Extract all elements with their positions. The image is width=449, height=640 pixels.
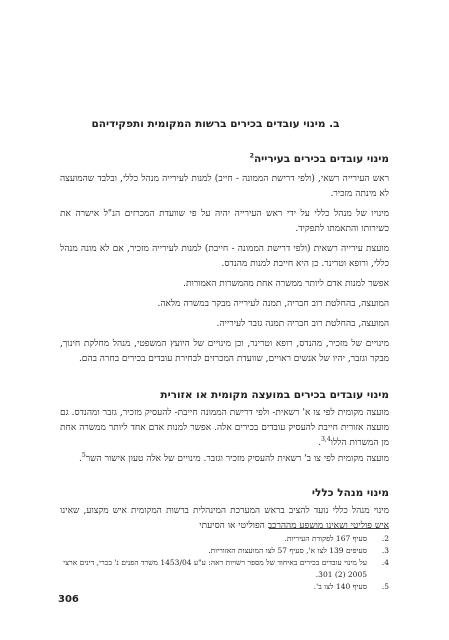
footnote-number: 2. <box>381 534 389 543</box>
footnote <box>60 581 389 593</box>
footnote-ref: 2 <box>249 152 254 160</box>
footnote-text: על מינוי עובדים בכירים באיחוד של מספר רשויות ראה: ע"ע 1453/04 משרד הפנים נ' בכרי, דינים ארצי 2005 (2) 301. <box>63 558 367 579</box>
paragraph: מינוי מנהל כללי נועד להציב בראש המערכת המינהלית ברשות המקומית איש מקצוע, שאינו איש פוליטי ושאינו מושפע מההרכב הפוליטי או הסיעתי <box>60 506 389 531</box>
paragraph: מינויו של מנהל כללי על ידי ראש העירייה יהיה על פי שוועדת המכרזים הנ"ל אישרה את כשירותו והתאמתו לתפקיד. <box>60 209 389 234</box>
paragraph: ראש העירייה רשאי, (ולפי דרישת הממונה - חייב) למנות לעירייה מנהל כללי, ובלבד שהמועצה לא מינתה מזכיר. <box>60 174 389 199</box>
paragraph: המועצה, בהחלטת רוב חבריה תמנה גזבר לעירייה. <box>216 319 389 329</box>
paragraph-text: מועצה מקומית לפי צו א' רשאית- ולפי דרישת הממונה חייבת- להעסיק מזכיר, גזבר ומהנדס. גם מועצה אזורית חייבת להעסיק עובדים בכירים אלה. אפשר למנות אדם אחד ליותר ממשרה אחת מן המשרות הללו <box>60 408 389 448</box>
paragraph: מינויים של מזכיר, מהנדס, רופא וטרינר, וכן מינויים של היועץ המשפטי, מנהל מחלקת חינוך, מבקר וגזבר, יהיו של אנשים ראויים, שוועדת המכרזים לבחירת עובדים בכירים בחרה בהם. <box>60 339 389 364</box>
footnote-text: סעיף 167 לפקודת העיריות. <box>284 534 367 543</box>
paragraph-text: מועצה מקומית לפי צו ב' רשאית להעסיק מזכיר וגזבר. מינויים של אלה טעון אישור השר <box>85 454 389 464</box>
heading-general-manager: מינוי מנהל כללי <box>311 487 389 499</box>
footnote <box>60 557 389 581</box>
heading-local-regional-council: מינוי עובדים בכירים במועצה מקומית או אזורית <box>160 389 389 401</box>
footnote-text: סעיף 140 לצו ב'. <box>313 582 367 591</box>
paragraph: מועצה מקומית לפי צו ב' רשאית להעסיק מזכיר וגזבר. מינויים של אלה טעון אישור השר$^5$. <box>79 452 389 464</box>
footnote <box>60 545 389 557</box>
paragraph: המועצה, בהחלטת רוב חבריה, תמנה לעירייה מבקר במשרה מלאה. <box>157 299 389 309</box>
footnote-ref: 5 <box>81 452 86 459</box>
page-number: 306 <box>58 594 79 605</box>
footnote-ref: 3,4 <box>321 436 331 443</box>
footnote-number: 5. <box>381 582 389 591</box>
heading-text: מינוי עובדים בכירים בעירייה <box>253 153 389 165</box>
paragraph: אפשר למנות אדם ליותר ממשרה אחת מהמשרות האמורות. <box>183 279 389 289</box>
section-title: ב. מינוי עובדים בכירים ברשות המקומית ותפקידיהם <box>91 118 340 130</box>
paragraph: מועצת עירייה רשאית (ולפי דרישת הממונה - חייבת) למנות לעירייה מזכיר, אם לא מונה מנהל כללי, ורופא וטרינר. כן היא חייבת למנות מהנדס. <box>60 244 389 269</box>
footnote-number: 3. <box>381 546 389 555</box>
footnote-text: סעיפים 139 לצו א', סעיף 57 לצו המועצות האזוריות. <box>208 546 367 555</box>
heading-senior-employees-municipality <box>60 152 389 166</box>
footnote <box>60 533 389 545</box>
footnote-number: 4. <box>381 558 389 567</box>
footnotes <box>60 533 389 593</box>
paragraph: מועצה מקומית לפי צו א' רשאית- ולפי דרישת הממונה חייבת- להעסיק מזכיר, גזבר ומהנדס. גם מועצה אזורית חייבת להעסיק עובדים בכירים אלה. אפשר למנות אדם אחד ליותר ממשרה אחת מן המשרות הללו$^{3,4}$. <box>60 408 389 448</box>
